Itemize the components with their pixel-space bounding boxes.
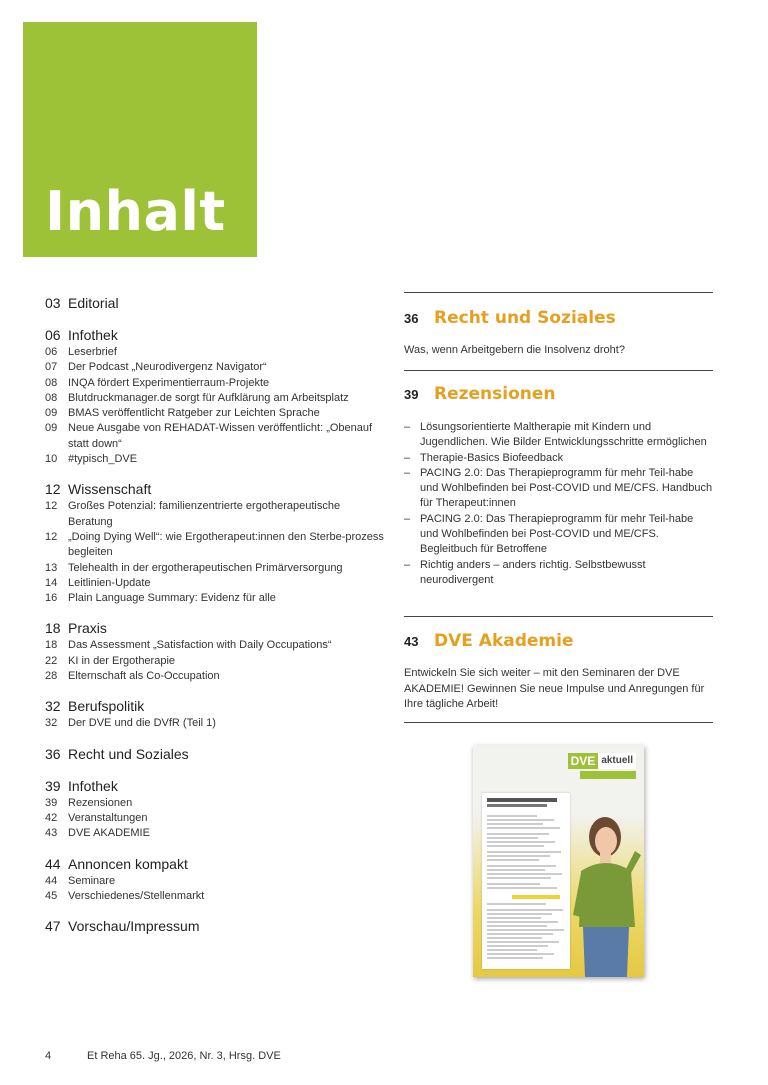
toc-entry-text: Elternschaft als Co-Occupation bbox=[68, 670, 220, 683]
logo-dve: DVE bbox=[568, 753, 599, 769]
cover-doc-line bbox=[487, 873, 562, 875]
rezensionen-list bbox=[404, 420, 713, 588]
cover-doc-line bbox=[487, 827, 560, 829]
cover-doc-line bbox=[487, 865, 556, 867]
cover-doc-line bbox=[487, 903, 546, 905]
cover-doc-line bbox=[487, 833, 549, 835]
dash-bullet: – bbox=[404, 466, 411, 479]
cover-doc-line bbox=[487, 917, 541, 919]
toc-section-number: 03 bbox=[45, 295, 61, 311]
toc-entry-text: Telehealth in der ergotherapeutischen Primärversorgung bbox=[68, 561, 343, 574]
cover-doc-line bbox=[487, 949, 537, 951]
toc-section-heading[interactable] bbox=[45, 916, 385, 936]
rezension-title: Therapie-Basics Biofeedback bbox=[420, 451, 564, 464]
cover-doc-line bbox=[487, 909, 563, 911]
toc-entry-text: Seminare bbox=[68, 874, 116, 887]
toc-section bbox=[45, 916, 385, 936]
cover-doc-line bbox=[487, 845, 544, 847]
divider bbox=[404, 616, 713, 617]
cover-subline bbox=[580, 771, 636, 779]
cover-doc-line bbox=[487, 925, 547, 927]
toc-section-heading[interactable] bbox=[45, 854, 385, 874]
toc-section bbox=[45, 479, 385, 606]
title-block bbox=[23, 22, 257, 257]
toc-section bbox=[45, 618, 385, 684]
toc-section-title: Infothek bbox=[68, 327, 118, 343]
toc-entry-text: Verschiedenes/Stellenmarkt bbox=[68, 889, 205, 902]
section-title: Rezensionen bbox=[434, 384, 556, 404]
toc-entry[interactable] bbox=[45, 499, 385, 530]
cover-doc-line bbox=[487, 877, 551, 879]
toc-entry-number: 13 bbox=[45, 561, 58, 574]
toc-entry-text: Blutdruckmanager.de sorgt für Aufklärung am Arbeitsplatz bbox=[68, 391, 349, 404]
toc-entry[interactable] bbox=[45, 591, 385, 606]
cover-doc-heading bbox=[487, 798, 557, 802]
toc-section-title: Infothek bbox=[68, 777, 118, 794]
toc-entry-number: 09 bbox=[45, 407, 58, 420]
toc-entry-text: Plain Language Summary: Evidenz für alle bbox=[68, 592, 276, 605]
toc-section-title: Wissenschaft bbox=[68, 481, 152, 498]
toc-entry-number: 16 bbox=[45, 592, 58, 605]
cover-doc-line bbox=[487, 921, 558, 923]
toc-section-title: Annoncen kompakt bbox=[68, 855, 188, 872]
akademie-text: Entwickeln Sie sich weiter – mit den Seminaren der DVE AKADEMIE! Gewinnen Sie neue Impulse und Anregungen für Ihre tägliche Arbeit! bbox=[404, 667, 705, 710]
toc-entry-number: 08 bbox=[45, 391, 58, 404]
toc-entry[interactable] bbox=[45, 576, 385, 591]
footer-text: Et Reha 65. Jg., 2026, Nr. 3, Hrsg. DVE bbox=[87, 1050, 281, 1062]
cover-doc-line bbox=[487, 883, 540, 885]
toc-section bbox=[45, 854, 385, 905]
dash-bullet: – bbox=[404, 421, 411, 433]
toc-entry-text: Neue Ausgabe von REHADAT-Wissen veröffentlicht: „Obenauf statt down“ bbox=[68, 422, 373, 450]
cover-document bbox=[482, 793, 570, 969]
section-title: Recht und Soziales bbox=[434, 308, 616, 328]
section-recht[interactable] bbox=[404, 308, 616, 328]
toc-section-number: 39 bbox=[45, 777, 61, 794]
toc-entry-number: 06 bbox=[45, 346, 58, 358]
page-title: Inhalt bbox=[45, 180, 226, 243]
section-number: 36 bbox=[404, 311, 419, 326]
toc-entry-number: 14 bbox=[45, 576, 58, 589]
toc-entry[interactable] bbox=[45, 406, 385, 421]
rezension-item[interactable] bbox=[404, 512, 713, 558]
toc-entry-number: 18 bbox=[45, 639, 58, 652]
dash-bullet: – bbox=[404, 512, 411, 525]
toc-entry-number: 32 bbox=[45, 717, 58, 730]
toc-entry-number: 45 bbox=[45, 889, 58, 902]
cover-doc-line bbox=[487, 841, 555, 843]
divider bbox=[404, 722, 713, 723]
rezension-item[interactable] bbox=[404, 451, 713, 466]
toc-entry-number: 43 bbox=[45, 827, 58, 840]
section-akademie[interactable] bbox=[404, 631, 574, 651]
toc-section-heading[interactable] bbox=[45, 479, 385, 499]
toc-entry-number: 44 bbox=[45, 874, 58, 887]
cover-doc-subheading bbox=[487, 804, 547, 807]
toc-entry-number: 22 bbox=[45, 654, 58, 667]
logo-aktuell: aktuell bbox=[598, 753, 636, 769]
cover-doc-line bbox=[487, 941, 559, 943]
toc-entry-number: 09 bbox=[45, 422, 58, 435]
cover-doc-line bbox=[487, 855, 550, 857]
toc-entry-text: BMAS veröffentlicht Ratgeber zur Leichten Sprache bbox=[68, 407, 320, 420]
toc-entry-text: Großes Potenzial: familienzentrierte ergotherapeutische Beratung bbox=[68, 500, 341, 528]
cover-doc-line bbox=[487, 815, 537, 817]
cover-doc-line bbox=[487, 819, 554, 821]
cover-doc-highlight bbox=[512, 895, 560, 899]
toc-entry[interactable] bbox=[45, 796, 385, 811]
toc-section-number: 36 bbox=[45, 745, 61, 762]
cover-doc-line bbox=[487, 953, 554, 955]
toc-section-heading[interactable] bbox=[45, 776, 385, 796]
rezension-title: Richtig anders – anders richtig. Selbstbewusst neurodivergent bbox=[420, 558, 646, 586]
rezension-title: PACING 2.0: Das Therapieprogramm für mehr Teil-habe und Wohlbefinden bei Post-COVID und ME/CFS. Handbuch für Therapeut:innen bbox=[420, 466, 713, 510]
toc-entry-text: „Doing Dying Well“: wie Ergotherapeut:innen den Sterbe-prozess begleiten bbox=[68, 530, 384, 559]
toc-entry[interactable] bbox=[45, 716, 385, 731]
toc-section bbox=[45, 293, 385, 313]
section-number: 39 bbox=[404, 387, 419, 402]
toc-entry-text: DVE AKADEMIE bbox=[68, 827, 150, 840]
toc-section-heading[interactable] bbox=[45, 618, 385, 638]
toc-section-title: Vorschau/Impressum bbox=[68, 918, 200, 935]
toc-entry[interactable] bbox=[45, 345, 385, 360]
toc-entry-number: 12 bbox=[45, 530, 58, 543]
cover-doc-line bbox=[487, 933, 553, 935]
toc-section-heading[interactable] bbox=[45, 293, 385, 313]
cover-doc-line bbox=[487, 929, 564, 931]
toc-entry-number: 12 bbox=[45, 500, 58, 513]
rezension-title: PACING 2.0: Das Therapieprogramm für mehr Teil-habe und Wohlbefinden bei Post-COVID und ME/CFS. Begleitbuch für Betroffene bbox=[420, 512, 694, 556]
divider bbox=[404, 370, 713, 371]
section-title: DVE Akademie bbox=[434, 631, 574, 651]
toc-section-number: 18 bbox=[45, 620, 61, 637]
toc-section bbox=[45, 776, 385, 842]
dve-aktuell-logo bbox=[568, 753, 636, 769]
toc-entry-text: KI in der Ergotherapie bbox=[68, 654, 176, 667]
toc-entry-text: Der DVE und die DVfR (Teil 1) bbox=[68, 717, 216, 730]
magazine-cover bbox=[473, 745, 644, 977]
toc-entry-text: INQA fördert Experimentierraum-Projekte bbox=[68, 376, 270, 389]
toc-entry[interactable] bbox=[45, 376, 385, 391]
rezension-item[interactable] bbox=[404, 466, 713, 512]
toc-entry[interactable] bbox=[45, 669, 385, 684]
toc-entry-text: Veranstaltungen bbox=[68, 811, 148, 824]
toc-entry[interactable] bbox=[45, 530, 385, 561]
page-footer bbox=[45, 1050, 281, 1062]
toc-entry-number: 39 bbox=[45, 796, 58, 809]
toc-section-number: 12 bbox=[45, 481, 61, 498]
cover-doc-line bbox=[487, 851, 561, 853]
cover-doc-line bbox=[487, 859, 539, 861]
cover-doc-line bbox=[487, 837, 538, 839]
toc-section-title: Berufspolitik bbox=[68, 698, 145, 715]
page-number: 4 bbox=[45, 1050, 52, 1062]
toc-entry-text: #typisch_DVE bbox=[68, 453, 138, 466]
toc-entry[interactable] bbox=[45, 391, 385, 406]
toc-section-number: 47 bbox=[45, 918, 61, 935]
cover-doc-line bbox=[487, 887, 557, 889]
recht-text: Was, wenn Arbeitgebern die Insolvenz droht? bbox=[404, 344, 625, 356]
cover-doc-line bbox=[487, 937, 542, 939]
toc-entry-number: 42 bbox=[45, 811, 58, 824]
rezension-item[interactable] bbox=[404, 558, 713, 589]
cover-doc-line bbox=[487, 913, 552, 915]
toc-section-heading[interactable] bbox=[45, 696, 385, 716]
toc-entry[interactable] bbox=[45, 889, 385, 904]
toc-section-number: 06 bbox=[45, 327, 61, 343]
toc-section-heading[interactable] bbox=[45, 744, 385, 764]
toc-entry-number: 07 bbox=[45, 361, 58, 374]
toc-entry[interactable] bbox=[45, 452, 385, 467]
cover-doc-line bbox=[487, 823, 543, 825]
toc-section bbox=[45, 744, 385, 764]
dash-bullet: – bbox=[404, 451, 411, 464]
toc-entry[interactable] bbox=[45, 811, 385, 826]
toc-section-title: Praxis bbox=[68, 620, 107, 637]
divider bbox=[404, 292, 713, 293]
section-rezensionen[interactable] bbox=[404, 384, 556, 404]
cover-doc-line bbox=[487, 945, 548, 947]
toc-left bbox=[45, 293, 385, 948]
rezension-item[interactable] bbox=[404, 420, 713, 451]
cover-doc-line bbox=[487, 957, 543, 959]
toc-section-heading[interactable] bbox=[45, 325, 385, 345]
toc-section-number: 44 bbox=[45, 855, 61, 872]
toc-entry-number: 28 bbox=[45, 670, 58, 683]
toc-entry[interactable] bbox=[45, 874, 385, 889]
toc-entry[interactable] bbox=[45, 421, 385, 452]
toc-entry-text: Der Podcast „Neurodivergenz Navigator“ bbox=[68, 361, 267, 374]
toc-section-title: Editorial bbox=[68, 295, 119, 311]
rezension-title: Lösungsorientierte Maltherapie mit Kindern und Jugendlichen. Wie Bilder Entwicklungsschritte ermöglichen bbox=[420, 421, 707, 449]
toc-entry[interactable] bbox=[45, 638, 385, 653]
toc-section bbox=[45, 325, 385, 467]
toc-entry[interactable] bbox=[45, 360, 385, 375]
toc-entry-text: Leitlinien-Update bbox=[68, 576, 151, 589]
cover-doc-line bbox=[487, 869, 545, 871]
toc-section-number: 32 bbox=[45, 698, 61, 715]
toc-section-title: Recht und Soziales bbox=[68, 745, 189, 762]
toc-entry-number: 10 bbox=[45, 453, 58, 466]
section-number: 43 bbox=[404, 634, 419, 649]
toc-section bbox=[45, 696, 385, 731]
toc-entry[interactable] bbox=[45, 654, 385, 669]
cover-person-illustration bbox=[571, 815, 641, 977]
toc-entry-text: Das Assessment „Satisfaction with Daily Occupations“ bbox=[68, 639, 332, 652]
toc-entry[interactable] bbox=[45, 561, 385, 576]
dash-bullet: – bbox=[404, 558, 411, 571]
toc-entry-text: Rezensionen bbox=[68, 796, 133, 809]
toc-entry-text: Leserbrief bbox=[68, 346, 117, 358]
toc-entry-number: 08 bbox=[45, 376, 58, 389]
toc-entry[interactable] bbox=[45, 826, 385, 841]
